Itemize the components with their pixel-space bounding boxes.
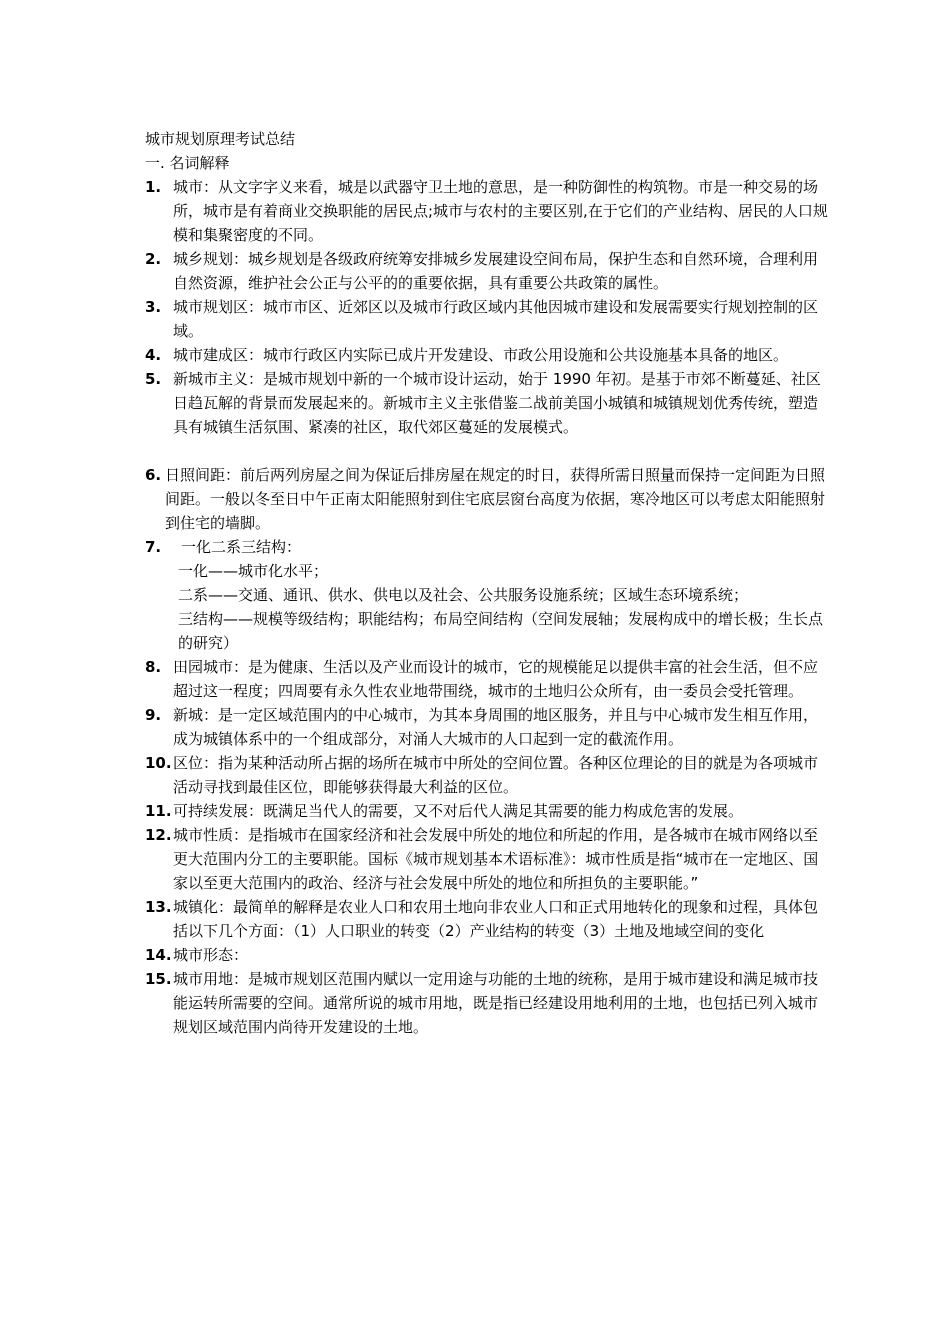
paragraph-gap — [145, 439, 830, 463]
item-number: 11. — [145, 802, 172, 820]
item-number: 9. — [145, 706, 162, 724]
list-item-9 — [145, 703, 830, 751]
list-item-1 — [145, 175, 830, 247]
item-text: 城市性质：是指城市在国家经济和社会发展中所处的地位和所起的作用，是各城市在城市网络以至更大范围内分工的主要职能。国标《城市规划基本术语标准》：城市性质是指“城市在一定地区、国家以至更大范围内的政治、经济与社会发展中所处的地位和所担负的主要职能。” — [173, 826, 819, 892]
list-item-6 — [145, 463, 830, 535]
list-item-15 — [145, 967, 830, 1039]
list-item-4 — [145, 343, 830, 367]
item-text: 城市形态： — [173, 946, 249, 964]
item-number: 3. — [145, 298, 162, 316]
item-number: 6. — [145, 466, 162, 484]
item-number: 2. — [145, 250, 162, 268]
item-text: 田园城市：是为健康、生活以及产业而设计的城市，它的规模能足以提供丰富的社会生活，但不应超过这一程度；四周要有永久性农业地带围绕，城市的土地归公众所有，由一委员会受托管理。 — [173, 658, 819, 700]
list-item-8 — [145, 655, 830, 703]
item-number: 7. — [145, 538, 162, 556]
item-text: 新城市主义：是城市规划中新的一个城市设计运动，始于 1990 年初。是基于市郊不断蔓延、社区日趋瓦解的背景而发展起来的。新城市主义主张借鉴二战前美国小城镇和城镇规划优秀传统，塑造具有城镇生活氛围、紧凑的社区，取代郊区蔓延的发展模式。 — [173, 370, 821, 436]
document-title: 城市规划原理考试总结 — [145, 130, 296, 148]
item-text: 可持续发展：既满足当代人的需要，又不对后代人满足其需要的能力构成危害的发展。 — [173, 802, 744, 820]
list-item-7 — [145, 535, 830, 559]
item-text: 新城：是一定区域范围内的中心城市，为其本身周围的地区服务，并且与中心城市发生相互作用，成为城镇体系中的一个组成部分，对涌人大城市的人口起到一定的截流作用。 — [173, 706, 819, 748]
item-text: 一化二系三结构： — [181, 538, 302, 556]
item-text: 日照间距：前后两列房屋之间为保证后排房屋在规定的时日，获得所需日照量而保持一定间距为日照间距。一般以冬至日中午正南太阳能照射到住宅底层窗台高度为依据，寒冷地区可以考虑太阳能照射到住宅的墙脚。 — [165, 466, 826, 532]
item-number: 1. — [145, 178, 162, 196]
list-item-14 — [145, 943, 830, 967]
list-item-10 — [145, 751, 830, 799]
item-number: 10. — [145, 754, 172, 772]
item-number: 14. — [145, 946, 172, 964]
structure-sublist — [145, 559, 830, 655]
definition-list — [145, 175, 830, 1039]
list-item-13 — [145, 895, 830, 943]
list-item-3 — [145, 295, 830, 343]
item-number: 13. — [145, 898, 172, 916]
item-text: 城乡规划：城乡规划是各级政府统筹安排城乡发展建设空间布局，保护生态和自然环境，合理利用自然资源，维护社会公正与公平的的重要依据，具有重要公共政策的属性。 — [173, 250, 819, 292]
item-number: 15. — [145, 970, 172, 988]
sub-line-systems: 二系——交通、通讯、供水、供电以及社会、公共服务设施系统；区域生态环境系统； — [178, 586, 749, 604]
list-item-11 — [145, 799, 830, 823]
item-number: 12. — [145, 826, 172, 844]
item-number: 8. — [145, 658, 162, 676]
list-item-5 — [145, 367, 830, 439]
list-item-12 — [145, 823, 830, 895]
item-text: 区位：指为某种活动所占据的场所在城市中所处的空间位置。各种区位理论的目的就是为各项城市活动寻找到最佳区位，即能够获得最大利益的区位。 — [173, 754, 819, 796]
item-text: 城镇化：最简单的解释是农业人口和农用土地向非农业人口和正式用地转化的现象和过程，具体包括以下几个方面：（1）人口职业的转变（2）产业结构的转变（3）土地及地域空间的变化 — [173, 898, 819, 940]
item-text: 城市：从文字字义来看，城是以武器守卫土地的意思，是一种防御性的构筑物。市是一种交易的场所，城市是有着商业交换职能的居民点;城市与农村的主要区别,在于它们的产业结构、居民的人口规模和集聚密度的不同。 — [173, 178, 828, 244]
item-text: 城市规划区：城市市区、近郊区以及城市行政区域内其他因城市建设和发展需要实行规划控制的区域。 — [173, 298, 819, 340]
section-heading: 一. 名词解释 — [145, 154, 230, 172]
sub-line-structures: 三结构——规模等级结构；职能结构；布局空间结构（空间发展轴；发展构成中的增长极；生长点的研究） — [178, 610, 824, 652]
item-text: 城市建成区：城市行政区内实际已成片开发建设、市政公用设施和公共设施基本具备的地区。 — [173, 346, 789, 364]
list-item-2 — [145, 247, 830, 295]
item-text: 城市用地：是城市规划区范围内赋以一定用途与功能的土地的统称，是用于城市建设和满足城市技能运转所需要的空间。通常所说的城市用地，既是指已经建设用地利用的土地，也包括已列入城市规划区域范围内尚待开发建设的土地。 — [173, 970, 819, 1036]
item-number: 4. — [145, 346, 162, 364]
item-number: 5. — [145, 370, 162, 388]
sub-line-urbanization: 一化——城市化水平； — [178, 562, 329, 580]
